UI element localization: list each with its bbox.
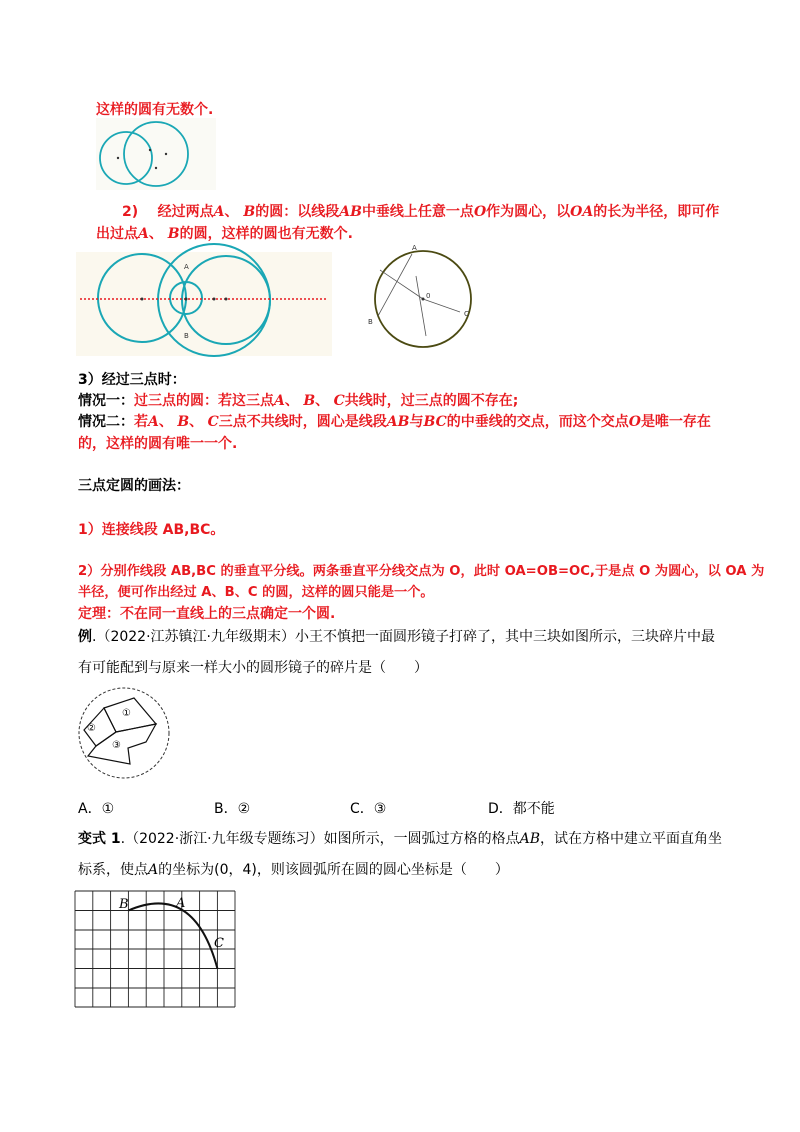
three-points-title: 3）经过三点时：	[78, 372, 186, 388]
grid-label-A: A	[176, 896, 186, 911]
mirror-piece-1-label: ①	[122, 708, 131, 719]
circle-fig-label-A: A	[412, 244, 417, 252]
two-points-paragraph-line2: 出过点A、 B的圆，这样的圆也有无数个.	[96, 226, 353, 242]
fig-label-b: B	[184, 332, 189, 340]
circle-fig-label-C: C	[464, 310, 469, 318]
example-line2: 有可能配到与原来一样大小的圆形镜子的碎片是（ ）	[78, 660, 428, 676]
theorem: 定理：不在同一直线上的三点确定一个圆.	[78, 606, 336, 622]
option-d[interactable]: D．都不能	[488, 801, 555, 817]
two-points-paragraph-line1: 2) 经过两点A、 B的圆：以线段AB中垂线上任意一点O作为圆心，以OA的长为半径，即可作	[122, 204, 720, 220]
circle-fig-label-O: 0	[426, 292, 431, 300]
grid-label-B: B	[119, 897, 129, 912]
circle-fig-label-B: B	[368, 318, 373, 326]
step2-line2: 半径，便可作出经过 A、B、C 的圆，这样的圆只能是一个。	[78, 585, 434, 600]
circles-infinite-text: 这样的圆有无数个.	[96, 102, 214, 118]
case1-line: 情况一：过三点的圆：若这三点A、 B、 C共线时，过三点的圆不存在;	[78, 393, 519, 409]
option-a[interactable]: A．①	[78, 801, 115, 817]
example-line1: 例.（2022·江苏镇江·九年级期末）小王不慎把一面圆形镜子打碎了，其中三块如图所示，三块碎片中最	[78, 629, 715, 645]
broken-mirror-figure	[74, 686, 174, 780]
tangent-circles-figure	[96, 118, 216, 190]
case2-line2: 的，这样的圆有唯一一个.	[78, 436, 238, 452]
case2-line1: 情况二：若A、 B、 C三点不共线时，圆心是线段AB与BC的中垂线的交点，而这个交点O是唯一存在	[78, 414, 711, 430]
grid-arc-figure	[74, 890, 236, 1008]
grid-label-C: C	[214, 936, 224, 951]
mirror-piece-2-label: ②	[87, 723, 96, 734]
variant-line2: 标系，使点A的坐标为(0，4)，则该圆弧所在圆的圆心坐标是（ ）	[78, 862, 509, 878]
two-point-circles-figure	[76, 252, 332, 356]
fig-label-a: A	[184, 263, 189, 271]
option-c[interactable]: C．③	[350, 801, 387, 817]
step2-line1: 2）分别作线段 AB,BC 的垂直平分线。两条垂直平分线交点为 O，此时 OA=OB=OC,于是点 O 为圆心，以 OA 为	[78, 564, 765, 579]
variant-line1: 变式 1.（2022·浙江·九年级专题练习）如图所示，一圆弧过方格的格点AB，试在方格中建立平面直角坐	[78, 831, 723, 847]
method-title: 三点定圆的画法：	[78, 478, 190, 494]
three-point-circle-figure	[360, 242, 480, 354]
mirror-piece-3-label: ③	[112, 740, 121, 751]
step1: 1）连接线段 AB,BC。	[78, 522, 225, 538]
option-b[interactable]: B．②	[214, 801, 251, 817]
